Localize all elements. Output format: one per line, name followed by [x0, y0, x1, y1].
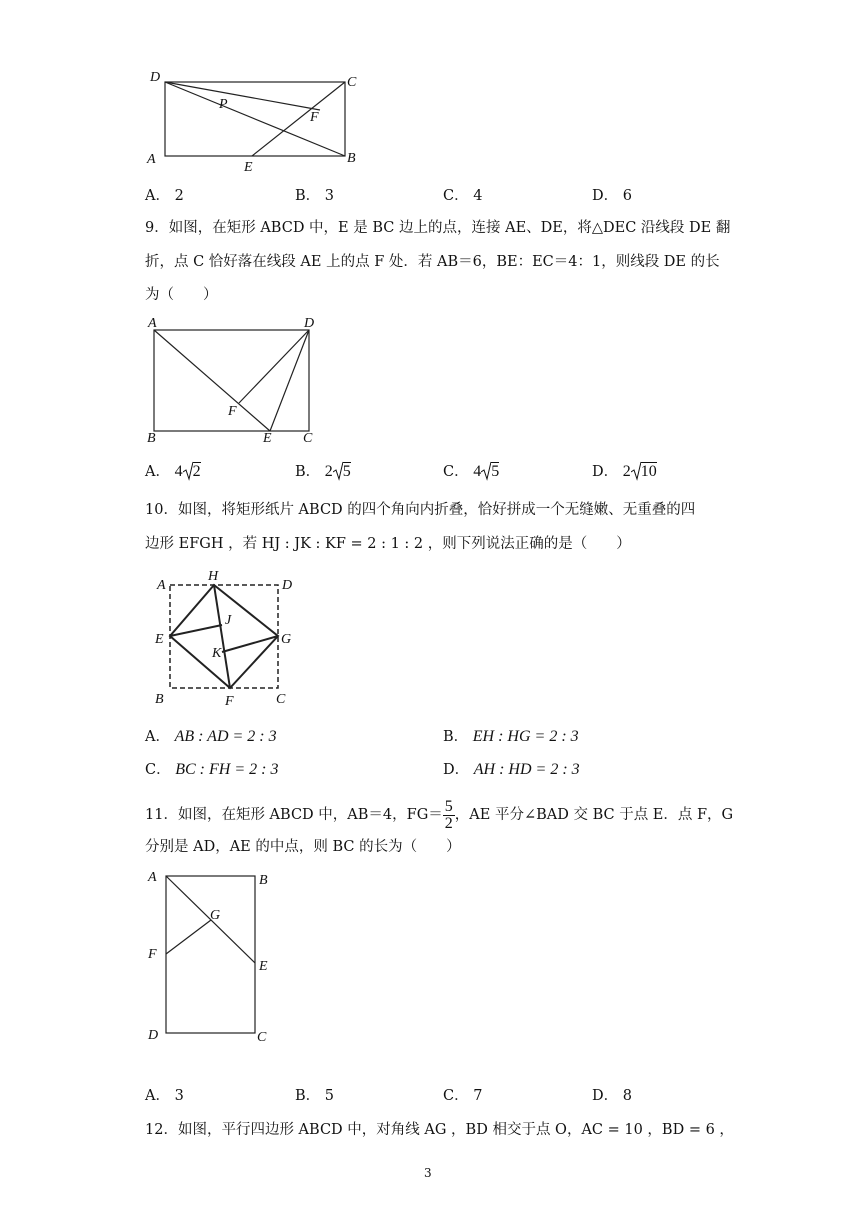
- q10-line-1: 10．如图，将矩形纸片 ABCD 的四个角向内折叠，恰好拼成一个无缝嫩、无重叠的四: [145, 502, 696, 518]
- label-B: B: [259, 873, 268, 888]
- sqrt-icon: [333, 461, 343, 481]
- label-J: J: [225, 613, 232, 628]
- q11-option-c: C． 7: [443, 1088, 483, 1104]
- label-E: E: [259, 959, 268, 974]
- label-D: D: [148, 1028, 159, 1043]
- q10-option-c: C． BC : FH = 2 : 3: [145, 761, 279, 778]
- q12-line-1: 12．如图，平行四边形 ABCD 中，对角线 AG ，BD 相交于点 O，AC = 10 ，BD = 6 ，: [145, 1122, 734, 1138]
- label-H: H: [208, 569, 219, 584]
- q9-option-c: C． 4 5: [443, 463, 500, 480]
- label-F: F: [148, 947, 157, 962]
- label-A: A: [157, 578, 166, 593]
- label-E: E: [263, 431, 272, 446]
- label-A: A: [147, 152, 156, 167]
- label-C: C: [276, 692, 286, 707]
- label-B: B: [347, 151, 356, 166]
- q11-option-b: B． 5: [295, 1088, 334, 1104]
- q9-line-3: 为（ ）: [145, 287, 218, 303]
- label-D: D: [282, 578, 293, 593]
- q11-option-d: D． 8: [592, 1088, 632, 1104]
- q9-option-b: B． 2 5: [295, 463, 351, 480]
- label-K: K: [212, 646, 222, 661]
- q10-option-b: B． EH : HG = 2 : 3: [443, 728, 579, 745]
- label-F: F: [310, 110, 319, 125]
- q8-option-b: B． 3: [295, 188, 334, 204]
- label-E: E: [244, 160, 253, 175]
- q9-line-1: 9．如图，在矩形 ABCD 中，E 是 BC 边上的点，连接 AE、DE，将△DEC 沿线段 DE 翻: [145, 220, 731, 236]
- label-F: F: [225, 694, 234, 709]
- label-C: C: [347, 75, 357, 90]
- q10-option-a: A． AB : AD = 2 : 3: [145, 728, 277, 745]
- label-G: G: [281, 632, 292, 647]
- q10-line-2: 边形 EFGH ，若 HJ : JK : KF = 2 : 1 : 2 ，则下列说法正确的是（ ）: [145, 536, 631, 552]
- q9-option-a: A． 4 2: [145, 463, 201, 480]
- q9-line-2: 折，点 C 恰好落在线段 AE 上的点 F 处．若 AB＝6，BE：EC＝4：1，则线段 DE 的长: [145, 254, 720, 270]
- q8-option-a: A． 2: [145, 188, 184, 204]
- sqrt-icon: [481, 461, 491, 481]
- sqrt-icon: [631, 461, 641, 481]
- label-A: A: [148, 316, 157, 331]
- label-G: G: [210, 908, 221, 923]
- label-B: B: [147, 431, 156, 446]
- label-D: D: [150, 70, 161, 85]
- fraction: $\frac{5}{2}$: [444, 797, 453, 832]
- q8-option-c: C． 4: [443, 188, 483, 204]
- label-D: D: [304, 316, 315, 331]
- q8-option-d: D． 6: [592, 188, 632, 204]
- q11-line-1: 11．如图，在矩形 ABCD 中，AB＝4，FG＝ $\frac{5}{2}$ ，AE 平分∠BAD 交 BC 于点 E．点 F，G: [145, 797, 734, 832]
- label-C: C: [257, 1030, 267, 1045]
- label-P: P: [219, 97, 228, 112]
- page-number: 3: [424, 1166, 432, 1180]
- label-A: A: [148, 870, 157, 885]
- figure-q11: [140, 862, 280, 1047]
- q11-option-a: A． 3: [145, 1088, 184, 1104]
- q11-line-2: 分别是 AD，AE 的中点，则 BC 的长为（ ）: [145, 839, 461, 855]
- label-B: B: [155, 692, 164, 707]
- label-C: C: [303, 431, 313, 446]
- figure-q10: [145, 565, 305, 710]
- sqrt-icon: [183, 461, 193, 481]
- figure-q8: [140, 68, 370, 178]
- label-F: F: [228, 404, 237, 419]
- figure-q9: [140, 310, 330, 450]
- q10-option-d: D． AH : HD = 2 : 3: [443, 761, 580, 778]
- label-E: E: [155, 632, 164, 647]
- q9-option-d: D． 2 10: [592, 463, 657, 480]
